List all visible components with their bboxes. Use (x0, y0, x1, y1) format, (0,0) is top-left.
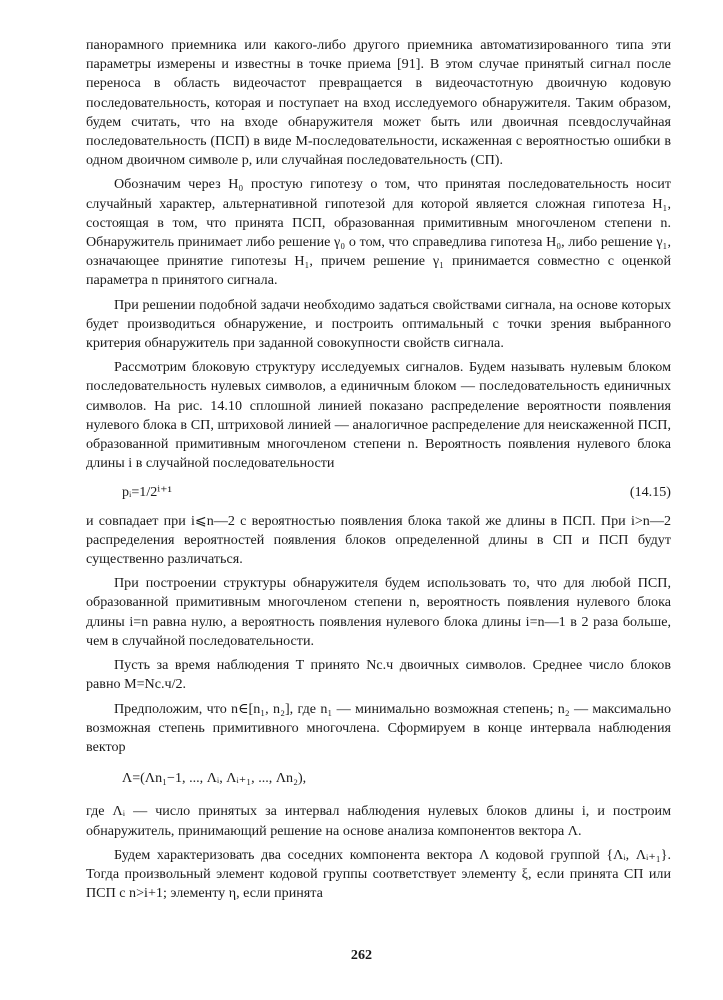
vector-equation: Λ=(Λn₁−1, ..., Λᵢ, Λᵢ₊₁, ..., Λn₂), (122, 770, 307, 787)
equation-number: (14.15) (629, 484, 671, 501)
equation-14-15 (86, 483, 671, 502)
paragraph-1: панорамного приемника или какого-либо другого приемника автоматизированного типа эти параметры измерены и известны в точке приема [91]. В этом случае принятый сигнал после переноса в область видеочастот превращается в видеочастотную двоичную кодовую последовательность, которая и поступает на вход исследуемого обнаружителя. Таким образом, будем считать, что на входе обнаружителя может быть или двоичная псевдослучайная последовательность (ПСП) в виде M-последовательности, искаженная с вероятностью ошибки в одном двоичном символе p, или случайная последовательность (СП). (86, 37, 671, 169)
paragraph-7: Пусть за время наблюдения T принято Nс.ч двоичных символов. Среднее число блоков равно M=Nс.ч/2. (86, 657, 671, 693)
equation-formula: pᵢ=1/2ⁱ⁺¹ (122, 484, 172, 501)
paragraph-10: Будем характеризовать два соседних компонента вектора Λ кодовой группой {Λᵢ, Λᵢ₊₁}. Тогда произвольный элемент кодовой группы соответствует элементу ξ, если принята СП или ПСП с n>i+1; элементу η, если принята (86, 846, 671, 902)
paragraph-5: и совпадает при i⩽n—2 с вероятностью появления блока такой же длины в ПСП. При i>n—2 распределения вероятностей появления блоков определенной длины в СП и ПСП будут существенно различаться. (86, 512, 671, 568)
paragraph-9: где Λᵢ — число принятых за интервал наблюдения нулевых блоков длины i, и построим обнаружитель, принимающий решение на основе анализа компонентов вектора Λ. (86, 803, 671, 839)
paragraph-3: При решении подобной задачи необходимо задаться свойствами сигнала, на основе которых будет производиться обнаружение, и построить оптимальный с точки зрения выбранного критерия обнаружитель при заданной совокупности свойств сигнала. (86, 296, 671, 352)
paragraph-8: Предположим, что n∈[n₁, n₂], где n₁ — минимально возможная степень; n₂ — максимально возможная степень примитивного многочлена. Сформируем в конце интервала наблюдения вектор (86, 700, 671, 755)
page-number: 262 (350, 947, 373, 963)
paragraph-2: Обозначим через H₀ простую гипотезу о том, что принятая последовательность носит случайный характер, альтернативной гипотезой для которой является сложная гипотеза H₁, состоящая в том, что принята ПСП, образованная примитивным многочленом степени n. Обнаружитель принимает либо решение γ₀ о том, что справедлива гипотеза H₀, либо решение γ₁, означающее принятие гипотезы H₁, причем решение γ₁ принимается совместно с оценкой параметра n принятого сигнала. (86, 176, 671, 289)
paragraph-4: Рассмотрим блоковую структуру исследуемых сигналов. Будем называть нулевым блоком последовательность нулевых символов, а единичным блоком — последовательность единичных символов. На рис. 14.10 сплошной линией показано распределение вероятности появления нулевого блока в СП, штриховой линией — аналогичное распределение для неискаженной ПСП, образованной примитивным многочленом степени n. Вероятность появления нулевого блока длины i в случайной последовательности (86, 359, 671, 472)
paragraph-6: При построении структуры обнаружителя будем использовать то, что для любой ПСП, образованной примитивным многочленом степени n, вероятность появления нулевого блока длины i=n равна нулю, а вероятность появления нулевого блока длины i=n—1 в 2 раза больше, чем в случайной последовательности. (86, 575, 671, 649)
